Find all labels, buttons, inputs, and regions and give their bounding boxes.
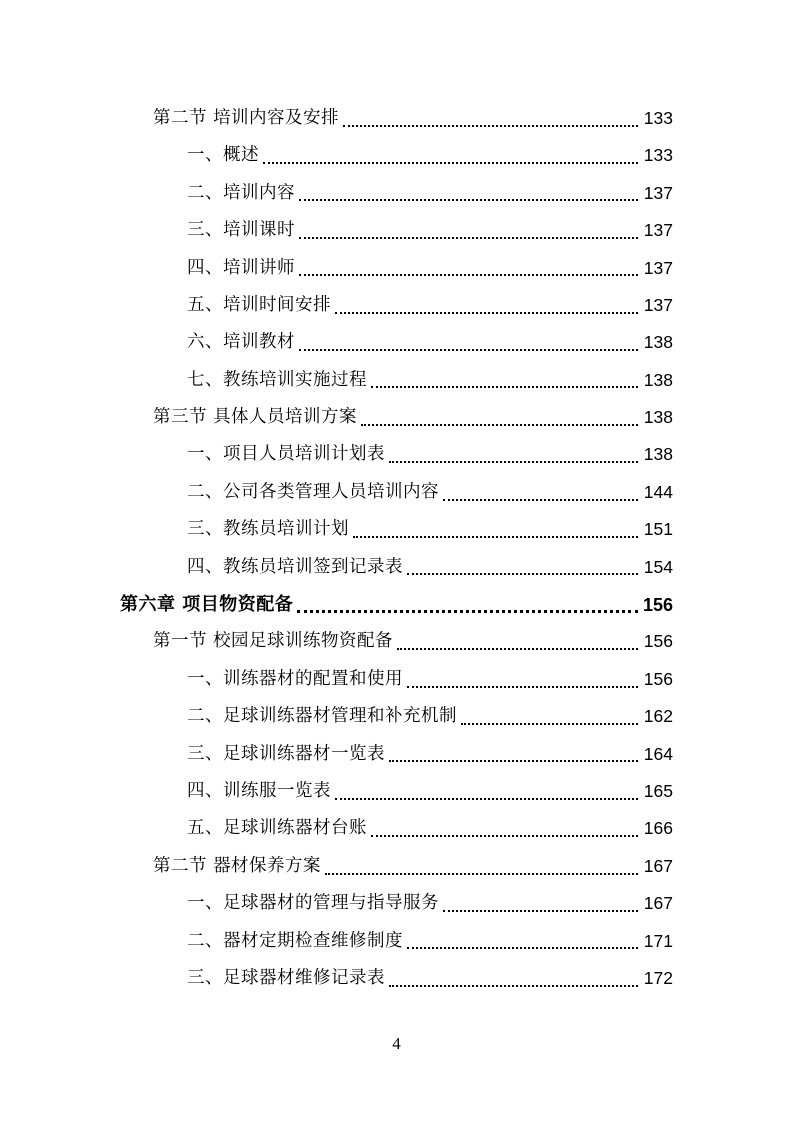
toc-entry[interactable] xyxy=(0,661,793,698)
toc-entry[interactable] xyxy=(0,137,793,174)
toc-entry-title: 二、器材定期检查维修制度 xyxy=(187,930,403,951)
toc-entry-page: 137 xyxy=(643,257,673,278)
toc-entry-title: 三、足球器材维修记录表 xyxy=(187,967,385,988)
toc-entry-title: 二、足球训练器材管理和补充机制 xyxy=(187,706,457,727)
toc-entry-title: 第六章 项目物资配备 xyxy=(120,593,294,615)
toc-entry-title: 第二节 器材保养方案 xyxy=(153,855,322,876)
toc-entry-page: 138 xyxy=(643,369,673,390)
toc-entry[interactable] xyxy=(0,623,793,660)
toc-entry-page: 156 xyxy=(642,594,673,615)
toc-dot-leader xyxy=(443,910,638,912)
toc-entry-title: 四、训练服一览表 xyxy=(187,780,331,801)
toc-entry-page: 151 xyxy=(643,519,673,540)
toc-entry-page: 138 xyxy=(643,444,673,465)
toc-dot-leader xyxy=(443,499,638,501)
toc-entry-page: 138 xyxy=(643,332,673,353)
toc-entry[interactable] xyxy=(0,511,793,548)
toc-entry-page: 137 xyxy=(643,294,673,315)
toc-entry-page: 164 xyxy=(643,743,673,764)
toc-dot-leader xyxy=(407,947,638,949)
toc-entry-title: 一、训练器材的配置和使用 xyxy=(187,668,403,689)
toc-dot-leader xyxy=(343,125,638,127)
toc-dot-leader xyxy=(299,349,638,351)
toc-chapter-entry[interactable] xyxy=(0,586,793,623)
toc-entry-title: 三、教练员培训计划 xyxy=(187,519,349,540)
toc-dot-leader xyxy=(361,424,638,426)
toc-entry-page: 137 xyxy=(643,220,673,241)
toc-entry[interactable] xyxy=(0,212,793,249)
toc-entry-title: 第三节 具体人员培训方案 xyxy=(153,407,358,428)
toc-entry-title: 四、培训讲师 xyxy=(187,257,295,278)
toc-entry-title: 一、项目人员培训计划表 xyxy=(187,444,385,465)
toc-dot-leader xyxy=(335,798,638,800)
toc-entry-page: 165 xyxy=(643,780,673,801)
toc-dot-leader xyxy=(297,610,638,613)
toc-entry-title: 二、培训内容 xyxy=(187,182,295,203)
toc-dot-leader xyxy=(389,985,638,987)
toc-dot-leader xyxy=(335,312,638,314)
table-of-contents xyxy=(0,100,793,997)
page-number: 4 xyxy=(392,1034,401,1053)
toc-entry-page: 171 xyxy=(643,930,673,951)
toc-dot-leader xyxy=(325,873,638,875)
toc-entry[interactable] xyxy=(0,549,793,586)
toc-dot-leader xyxy=(389,760,638,762)
toc-dot-leader xyxy=(263,162,638,164)
toc-entry-title: 三、培训课时 xyxy=(187,220,295,241)
toc-dot-leader xyxy=(407,573,638,575)
toc-entry[interactable] xyxy=(0,885,793,922)
toc-entry-title: 三、足球训练器材一览表 xyxy=(187,743,385,764)
toc-dot-leader xyxy=(371,835,638,837)
toc-entry-title: 四、教练员培训签到记录表 xyxy=(187,556,403,577)
toc-entry[interactable] xyxy=(0,100,793,137)
toc-entry-page: 162 xyxy=(643,706,673,727)
toc-dot-leader xyxy=(299,237,638,239)
toc-entry[interactable] xyxy=(0,773,793,810)
toc-entry[interactable] xyxy=(0,399,793,436)
toc-entry[interactable] xyxy=(0,324,793,361)
toc-entry-page: 133 xyxy=(643,145,673,166)
toc-entry-title: 第二节 培训内容及安排 xyxy=(153,107,340,128)
toc-entry-page: 156 xyxy=(643,668,673,689)
toc-entry[interactable] xyxy=(0,960,793,997)
toc-entry[interactable] xyxy=(0,474,793,511)
toc-dot-leader xyxy=(397,648,638,650)
toc-entry[interactable] xyxy=(0,698,793,735)
toc-dot-leader xyxy=(371,386,638,388)
toc-entry-page: 167 xyxy=(643,893,673,914)
toc-entry-page: 156 xyxy=(643,631,673,652)
toc-entry-page: 166 xyxy=(643,818,673,839)
toc-entry[interactable] xyxy=(0,437,793,474)
toc-entry-title: 二、公司各类管理人员培训内容 xyxy=(187,481,439,502)
toc-entry-title: 一、足球器材的管理与指导服务 xyxy=(187,893,439,914)
toc-dot-leader xyxy=(299,274,638,276)
toc-entry-title: 六、培训教材 xyxy=(187,332,295,353)
toc-entry[interactable] xyxy=(0,287,793,324)
toc-entry-title: 五、培训时间安排 xyxy=(187,294,331,315)
toc-entry-page: 167 xyxy=(643,855,673,876)
toc-dot-leader xyxy=(389,461,638,463)
toc-entry-title: 五、足球训练器材台账 xyxy=(187,818,367,839)
toc-dot-leader xyxy=(461,723,638,725)
toc-entry-page: 144 xyxy=(643,481,673,502)
toc-entry[interactable] xyxy=(0,810,793,847)
toc-entry-page: 133 xyxy=(643,107,673,128)
toc-entry[interactable] xyxy=(0,923,793,960)
toc-entry[interactable] xyxy=(0,362,793,399)
toc-dot-leader xyxy=(299,199,638,201)
toc-entry[interactable] xyxy=(0,736,793,773)
toc-entry[interactable] xyxy=(0,175,793,212)
toc-entry-title: 七、教练培训实施过程 xyxy=(187,369,367,390)
toc-entry[interactable] xyxy=(0,848,793,885)
toc-entry[interactable] xyxy=(0,250,793,287)
toc-entry-title: 第一节 校园足球训练物资配备 xyxy=(153,631,394,652)
toc-entry-page: 138 xyxy=(643,407,673,428)
toc-entry-page: 172 xyxy=(643,967,673,988)
toc-entry-page: 154 xyxy=(643,556,673,577)
toc-entry-title: 一、概述 xyxy=(187,145,259,166)
toc-entry-page: 137 xyxy=(643,182,673,203)
toc-dot-leader xyxy=(407,686,638,688)
toc-dot-leader xyxy=(353,536,638,538)
